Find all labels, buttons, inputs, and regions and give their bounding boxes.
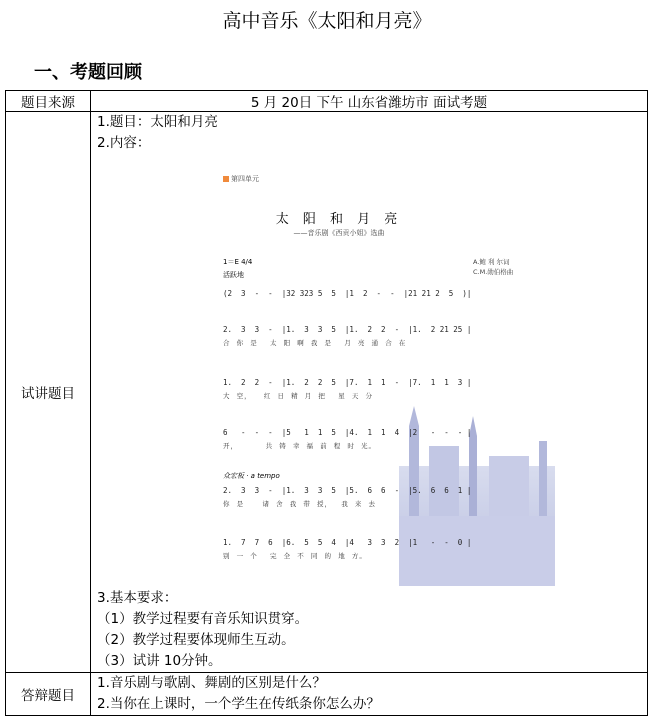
music-line: 1. 7 7 6 |6. 5 5 4 |4 3 3 2 |1 - - 0 | — [223, 538, 472, 547]
table-row — [6, 112, 648, 673]
music-line: 2. 3 3 - |1. 3 3 5 |1. 2 2 - |1. 2 21 25 | — [223, 325, 472, 334]
song-subtitle: ——音乐剧《西贡小姐》选曲 — [293, 229, 385, 237]
requirement-item: （3）试讲 10分钟。 — [97, 653, 222, 669]
music-line: 2. 3 3 - |1. 3 3 5 |5. 6 6 - |5. 6 6 1 | — [223, 486, 472, 495]
lyric-line: 合 你 是 太 阳 啊 我 是 月 亮 通 合 在 — [223, 339, 407, 347]
defense-cell — [91, 673, 648, 716]
song-title: 太 阳 和 月 亮 — [275, 212, 403, 227]
requirement-item: （2）教学过程要体现师生互动。 — [97, 632, 295, 648]
section-heading: 一、考题回顾 — [34, 62, 142, 83]
lyric-line: 你 是 诸 舍 我 带 授， 我 来 去 — [223, 500, 377, 508]
lyric-line: 大 空， 红 日 精 月 把 星 天 分 — [223, 392, 373, 400]
topic-line: 1.题目：太阳和月亮 — [97, 114, 218, 130]
lyric-line: 别 一 个 完 全 不 同 的 地 方。 — [223, 552, 367, 560]
music-line: (2 3 - - |32 323 5 5 |1 2 - - |21 21 2 5 )| — [223, 289, 472, 298]
requirements-title: 3.基本要求： — [97, 590, 178, 606]
music-score-image — [219, 166, 555, 586]
row-label-defense: 答辩题目 — [6, 673, 91, 716]
lyricist-credit: A.鲍 利 尔词 — [473, 258, 510, 266]
music-line: 6 - - - |5 1 1 5 |4. 1 1 4 |2 - - - | — [223, 428, 472, 437]
lecture-cell — [91, 112, 648, 673]
content-label: 2.内容： — [97, 135, 151, 151]
defense-question: 1.音乐剧与歌剧、舞剧的区别是什么？ — [97, 675, 326, 691]
table-row — [6, 91, 648, 112]
document-title: 高中音乐《太阳和月亮》 — [222, 10, 432, 32]
lyric-line: 开， 共 铸 幸 福 前 程 时 光。 — [223, 442, 377, 450]
tempo-marking-2: 众宏板 · a tempo — [223, 472, 280, 480]
row-label-lecture: 试讲题目 — [6, 112, 91, 673]
source-value: 5 月 20日 下午 山东省潍坊市 面试考题 — [91, 91, 648, 112]
requirement-item: （1）教学过程要有音乐知识贯穿。 — [97, 611, 309, 627]
key-signature: 1＝E 4/4 — [223, 258, 253, 266]
music-line: 1. 2 2 - |1. 2 2 5 |7. 1 1 - |7. 1 1 3 | — [223, 378, 472, 387]
exam-table — [5, 90, 648, 716]
row-label-source: 题目来源 — [6, 91, 91, 112]
tempo-marking: 活跃地 — [223, 271, 244, 279]
unit-badge: 第四单元 — [223, 174, 259, 184]
defense-question: 2.当你在上课时，一个学生在传纸条你怎么办？ — [97, 696, 380, 712]
score-area — [91, 154, 647, 588]
composer-credit: C.M.勋伯格曲 — [473, 268, 514, 276]
table-row — [6, 673, 648, 716]
